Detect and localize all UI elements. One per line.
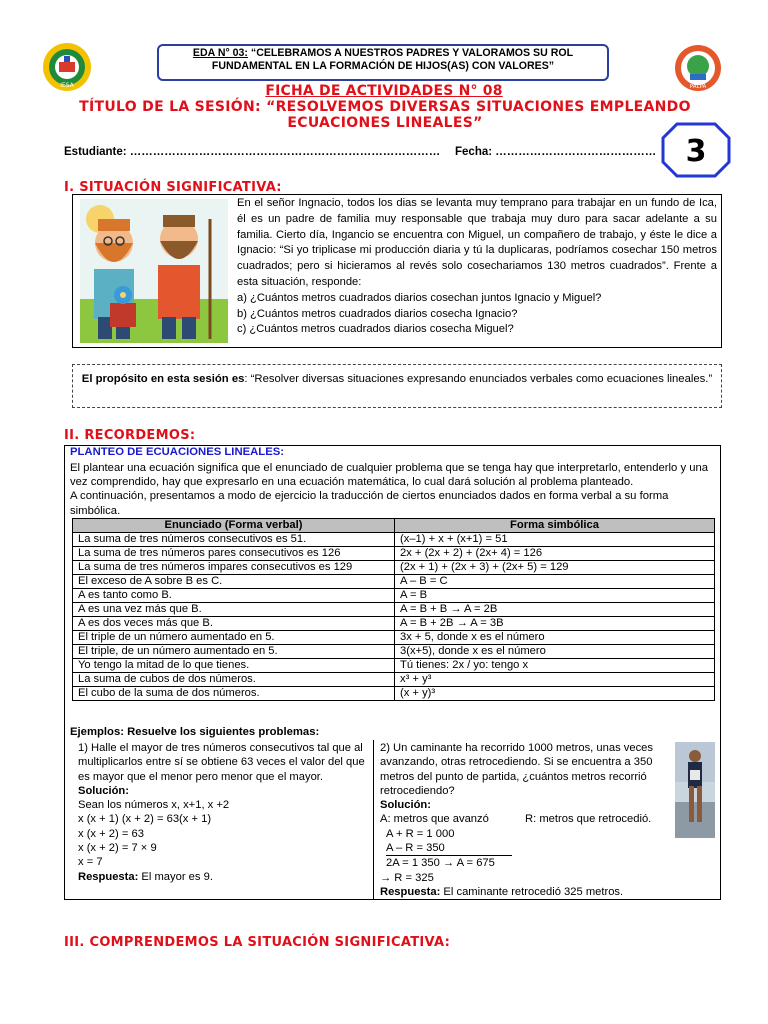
example-2-def-r: R: metros que retrocedió.	[525, 813, 652, 826]
situacion-text	[237, 196, 717, 338]
ejemplos-title: Ejemplos: Resuelve los siguientes problemas:	[70, 726, 320, 738]
cell-simbolica: (x + y)³	[395, 687, 715, 701]
example-1	[78, 741, 368, 884]
planteo-subtitle: PLANTEO DE ECUACIONES LINEALES:	[70, 446, 285, 458]
section-comprendemos-title: III. COMPRENDEMOS LA SITUACIÓN SIGNIFICATIVA:	[64, 935, 451, 950]
table-row	[73, 561, 715, 575]
cell-simbolica: A = B + 2B → A = 3B	[395, 617, 715, 631]
cell-verbal: El triple de un número aumentado en 5.	[73, 631, 395, 645]
question-a: a) ¿Cuántos metros cuadrados diarios cosechan juntos Ignacio y Miguel?	[237, 291, 602, 304]
table-row	[73, 631, 715, 645]
example-2-def-a: A: metros que avanzó	[380, 813, 489, 826]
cell-verbal: El cubo de la suma de dos números.	[73, 687, 395, 701]
recordemos-paragraph	[70, 461, 710, 518]
table-row	[73, 547, 715, 561]
eda-label: EDA N° 03:	[192, 47, 248, 59]
proposito-label: El propósito en esta sesión es	[81, 373, 245, 385]
example-1-answer-label: Respuesta:	[78, 870, 139, 883]
logo-right-text: PALPA	[689, 84, 707, 90]
example-2-answer-text: El caminante retrocedió 325 metros.	[440, 885, 624, 898]
question-b: b) ¿Cuántos metros cuadrados diarios cosecha Ignacio?	[237, 307, 518, 320]
example-2-answer	[380, 885, 670, 899]
cell-verbal: La suma de tres números consecutivos es 51.	[73, 533, 395, 547]
walker-photo	[675, 742, 715, 838]
cell-simbolica: A = B	[395, 589, 715, 603]
ejemplos-divider	[373, 740, 374, 900]
logo-left-text: IESA	[60, 82, 74, 89]
example-1-answer-text: El mayor es 9.	[138, 870, 213, 883]
example-1-answer	[78, 870, 368, 884]
cell-verbal: A es una vez más que B.	[73, 603, 395, 617]
example-2-line: 2A = 1 350 → A = 675	[386, 857, 495, 870]
cell-verbal: La suma de cubos de dos números.	[73, 673, 395, 687]
example-1-statement: 1) Halle el mayor de tres números consecutivos tal que al multiplicarlos entre sí se obtiene 63 veces el valor del que es mayor que el menor pero menor que el mayor.	[78, 742, 365, 783]
cell-verbal: A es dos veces más que B.	[73, 617, 395, 631]
eda-header	[157, 44, 609, 81]
cell-simbolica: Tú tienes: 2x / yo: tengo x	[395, 659, 715, 673]
cell-simbolica: A – B = C	[395, 575, 715, 589]
ficha-title: FICHA DE ACTIVIDADES N° 08	[265, 83, 503, 99]
question-c: c) ¿Cuántos metros cuadrados diarios cosecha Miguel?	[237, 323, 514, 336]
table-header-verbal: Enunciado (Forma verbal)	[73, 519, 395, 533]
example-2	[380, 741, 670, 899]
example-1-line: Sean los números x, x+1, x +2	[78, 799, 230, 812]
cell-simbolica: x³ + y³	[395, 673, 715, 687]
table-row	[73, 673, 715, 687]
example-2-definitions	[380, 812, 670, 826]
example-2-line: A + R = 1 000	[386, 827, 455, 840]
example-2-line: → R = 325	[380, 871, 434, 884]
table-header-simbolica: Forma simbólica	[395, 519, 715, 533]
example-1-solution-label: Solución:	[78, 784, 129, 797]
translation-table	[72, 518, 715, 701]
table-row	[73, 617, 715, 631]
table-row	[73, 589, 715, 603]
example-2-statement: 2) Un caminante ha recorrido 1000 metros, unas veces avanzando, otras retrocediendo. Si se encuentra a 350 metros del punto de partida, ¿cuántos metros recorrió retrocediendo?	[380, 742, 653, 797]
example-2-solution-label: Solución:	[380, 799, 431, 812]
student-field[interactable]: Estudiante: ………………………………………………………………………	[64, 146, 441, 158]
cell-verbal: El exceso de A sobre B es C.	[73, 575, 395, 589]
example-2-line: A – R = 350	[386, 841, 512, 856]
example-1-line: x = 7	[78, 856, 103, 869]
situacion-paragraph: En el señor Ingnacio, todos los dias se levanta muy temprano para trabajar en un fundo de Ica, él es un padre de familia muy responsable que trabaja muy duro para sacar adelante a su familia. Cierto día, Ingancio se encuentra con Miguel, un compañero de trabajo, y éste le dice a Ignacio: “Si yo triplicase mi producción diaria y tú la duplicaras, podríamos cosechar 150 metros cuadrados; pero si hicieramos al revés solo cosechariamos 130 metros cuadrados”. Frente a esta situación, responde:	[237, 197, 717, 288]
cell-simbolica: 2x + (2x + 2) + (2x+ 4) = 126	[395, 547, 715, 561]
table-row	[73, 645, 715, 659]
cell-verbal: La suma de tres números pares consecutivos es 126	[73, 547, 395, 561]
date-field[interactable]: Fecha: ……………………………………	[455, 146, 657, 158]
table-row	[73, 659, 715, 673]
table-row	[73, 603, 715, 617]
cell-simbolica: 3(x+5), donde x es el número	[395, 645, 715, 659]
farmers-illustration	[80, 199, 228, 343]
badge-number: 3	[685, 134, 707, 169]
example-1-line: x (x + 2) = 7 × 9	[78, 842, 157, 855]
cell-verbal: La suma de tres números impares consecutivos es 129	[73, 561, 395, 575]
session-title: TÍTULO DE LA SESIÓN: “RESOLVEMOS DIVERSAS SITUACIONES EMPLEANDO ECUACIONES LINEALES”	[79, 99, 691, 131]
cell-simbolica: (x–1) + x + (x+1) = 51	[395, 533, 715, 547]
recordemos-paragraph-1: El plantear una ecuación significa que el enunciado de cualquier problema que se tenga hay que interpretarlo, entenderlo y una vez comprendido, hay que expresarlo en una ecuación matemática, lo cual dará solución al problema planteado.	[70, 462, 709, 489]
example-2-answer-label: Respuesta:	[380, 885, 441, 898]
eda-text: “CELEBRAMOS A NUESTROS PADRES Y VALORAMOS SU ROL FUNDAMENTAL EN LA FORMACIÓN DE HIJOS(AS) CON VALORES”	[211, 47, 574, 72]
section-recordemos-title: II. RECORDEMOS:	[64, 428, 196, 443]
proposito-text: : “Resolver diversas situaciones expresando enunciados verbales como ecuaciones lineales.”	[244, 373, 713, 385]
example-1-line: x (x + 2) = 63	[78, 827, 144, 840]
recordemos-paragraph-2: A continuación, presentamos a modo de ejercicio la traducción de ciertos enunciados dados en forma verbal a su forma simbólica.	[70, 490, 669, 517]
cell-verbal: Yo tengo la mitad de lo que tienes.	[73, 659, 395, 673]
table-row	[73, 575, 715, 589]
table-row	[73, 687, 715, 701]
cell-verbal: A es tanto como B.	[73, 589, 395, 603]
cell-verbal: El triple, de un número aumentado en 5.	[73, 645, 395, 659]
section-situacion-title: I. SITUACIÓN SIGNIFICATIVA:	[64, 180, 282, 195]
cell-simbolica: A = B + B → A = 2B	[395, 603, 715, 617]
activity-number-badge	[661, 122, 731, 178]
cell-simbolica: (2x + 1) + (2x + 3) + (2x+ 5) = 129	[395, 561, 715, 575]
cell-simbolica: 3x + 5, donde x es el número	[395, 631, 715, 645]
example-1-line: x (x + 1) (x + 2) = 63(x + 1)	[78, 813, 212, 826]
proposito-box	[72, 364, 722, 408]
table-row	[73, 533, 715, 547]
